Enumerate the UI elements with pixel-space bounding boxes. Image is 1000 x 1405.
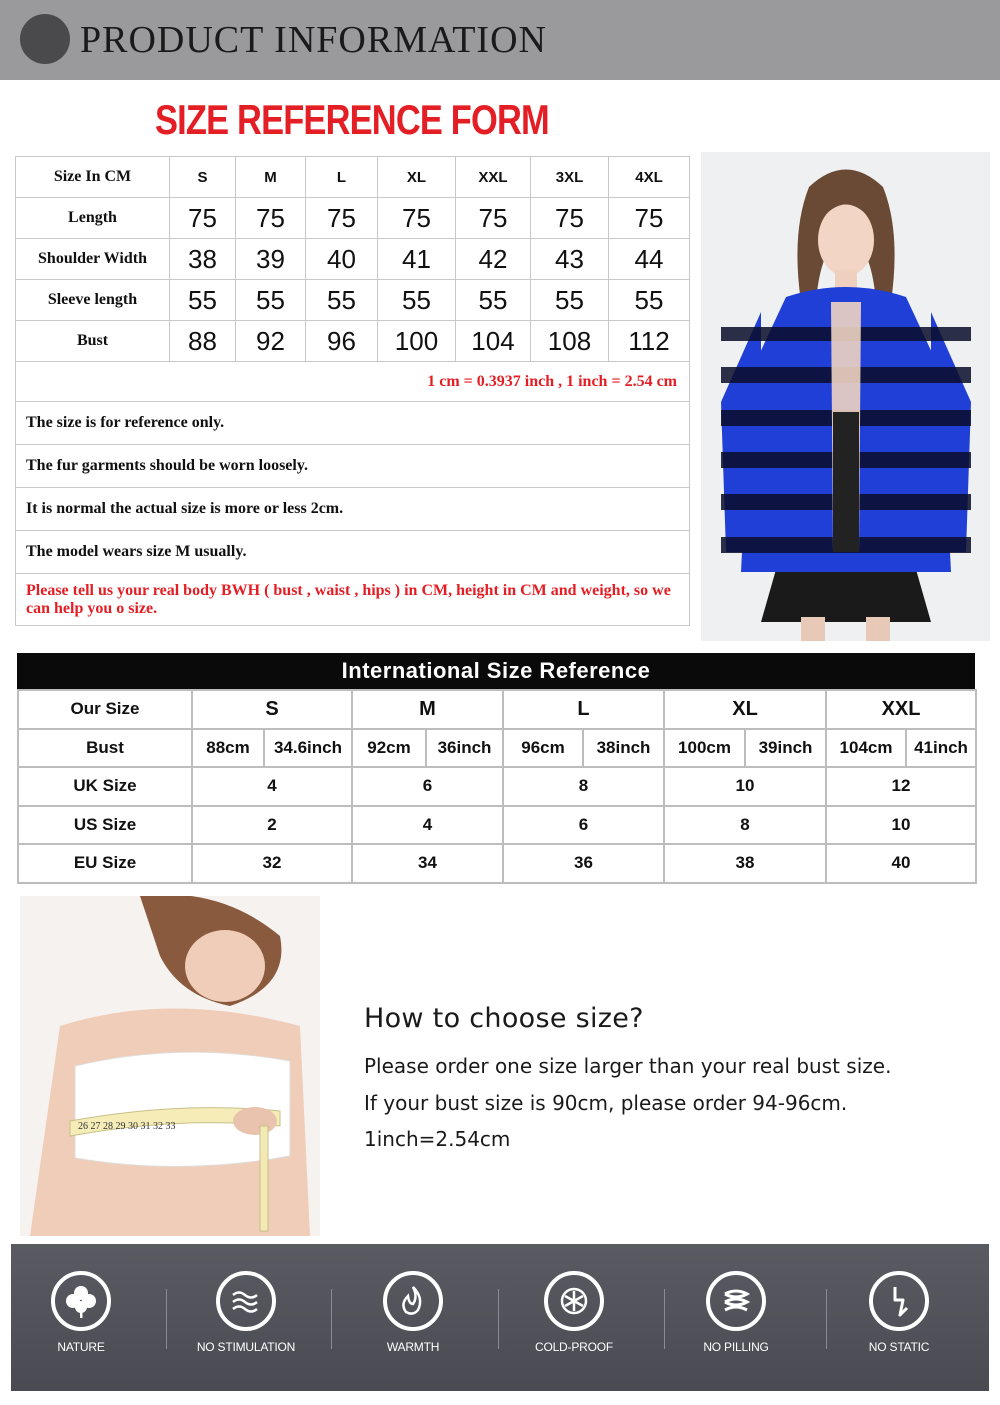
cell: 100 — [378, 321, 456, 362]
feature-bar — [11, 1244, 989, 1391]
note-text: It is normal the actual size is more or less 2cm. — [16, 488, 690, 531]
how-to-line: If your bust size is 90cm, please order 94-96cm. — [364, 1091, 848, 1115]
intl-size-header-row — [18, 690, 976, 729]
intl-size-title-bar — [17, 653, 975, 689]
cell: 34 — [352, 844, 503, 883]
size-header-row — [16, 157, 690, 198]
note-text: The size is for reference only. — [16, 402, 690, 445]
feature-cold-proof — [504, 1244, 644, 1391]
cell: 75 — [306, 198, 378, 239]
cell: 34.6inch — [264, 729, 352, 768]
cell: 75 — [378, 198, 456, 239]
cell: 41inch — [906, 729, 976, 768]
feature-label: NATURE — [57, 1340, 105, 1354]
model-photo — [701, 152, 990, 641]
feature-divider — [498, 1289, 499, 1349]
table-row — [16, 321, 690, 362]
cell: 6 — [352, 767, 503, 806]
cell: 75 — [456, 198, 531, 239]
cell: 38 — [170, 239, 236, 280]
measuring-photo — [20, 896, 320, 1236]
cell: 39 — [236, 239, 306, 280]
cell: 38inch — [583, 729, 664, 768]
feature-divider — [166, 1289, 167, 1349]
cell: 40 — [826, 844, 976, 883]
note-row — [16, 402, 690, 445]
clover-icon — [51, 1271, 111, 1331]
red-note-text: Please tell us your real body BWH ( bust , waist , hips ) in CM, height in CM and weight, so we can help you o size. — [16, 574, 690, 626]
size-col: S — [170, 157, 236, 198]
cell: 36inch — [426, 729, 503, 768]
size-col: 4XL — [609, 157, 690, 198]
cell: 55 — [456, 280, 531, 321]
cell: 55 — [170, 280, 236, 321]
row-label: UK Size — [18, 767, 192, 806]
cell: 92cm — [352, 729, 426, 768]
table-row — [16, 198, 690, 239]
size-col: XXL — [826, 690, 976, 729]
table-row — [18, 729, 976, 768]
feature-label: COLD-PROOF — [534, 1340, 613, 1354]
how-to-title: How to choose size? — [364, 1003, 644, 1034]
note-row — [16, 488, 690, 531]
feature-nature — [11, 1244, 151, 1391]
cell: 92 — [236, 321, 306, 362]
conversion-row — [16, 362, 690, 402]
cell: 55 — [306, 280, 378, 321]
cell: 75 — [531, 198, 609, 239]
cell: 75 — [609, 198, 690, 239]
tape-numbers: 26 27 28 29 30 31 32 33 — [78, 1121, 176, 1132]
conversion-note: 1 cm = 0.3937 inch , 1 inch = 2.54 cm — [16, 362, 690, 402]
cell: 42 — [456, 239, 531, 280]
cell: 104 — [456, 321, 531, 362]
cell: 55 — [609, 280, 690, 321]
waves-icon — [216, 1271, 276, 1331]
row-label: US Size — [18, 806, 192, 845]
cell: 88 — [170, 321, 236, 362]
size-col: M — [236, 157, 306, 198]
row-label: Sleeve length — [16, 280, 170, 321]
cell: 8 — [664, 806, 826, 845]
cell: 6 — [503, 806, 664, 845]
note-row — [16, 531, 690, 574]
cell: 10 — [664, 767, 826, 806]
table-row — [16, 239, 690, 280]
measuring-illustration — [20, 896, 320, 1236]
cell: 41 — [378, 239, 456, 280]
note-row — [16, 445, 690, 488]
how-to-line: 1inch=2.54cm — [364, 1127, 511, 1151]
size-col: XXL — [456, 157, 531, 198]
table-row — [16, 280, 690, 321]
cell: 10 — [826, 806, 976, 845]
size-col: M — [352, 690, 503, 729]
cell: 40 — [306, 239, 378, 280]
cell: 108 — [531, 321, 609, 362]
intl-size-table — [17, 689, 977, 884]
cell: 36 — [503, 844, 664, 883]
cell: 55 — [531, 280, 609, 321]
feature-no-stimulation — [176, 1244, 316, 1391]
table-row — [18, 844, 976, 883]
size-col: XL — [664, 690, 826, 729]
model-illustration — [701, 152, 990, 641]
cell: 8 — [503, 767, 664, 806]
cell: 75 — [170, 198, 236, 239]
size-header-label: Size In CM — [16, 157, 170, 198]
cell: 39inch — [745, 729, 826, 768]
size-reference-table — [15, 156, 690, 626]
cell: 4 — [192, 767, 352, 806]
header-dot-icon — [20, 14, 70, 64]
cell: 32 — [192, 844, 352, 883]
cell: 44 — [609, 239, 690, 280]
size-col: S — [192, 690, 352, 729]
cell: 2 — [192, 806, 352, 845]
size-col: 3XL — [531, 157, 609, 198]
feature-label: NO STATIC — [868, 1340, 930, 1354]
feature-divider — [331, 1289, 332, 1349]
intl-size-title: International Size Reference — [341, 658, 651, 683]
cell: 96 — [306, 321, 378, 362]
cell: 75 — [236, 198, 306, 239]
table-row — [18, 767, 976, 806]
cell: 112 — [609, 321, 690, 362]
cell: 96cm — [503, 729, 583, 768]
feature-no-static — [829, 1244, 969, 1391]
header-banner — [0, 0, 1000, 80]
note-text: The model wears size M usually. — [16, 531, 690, 574]
size-form-title: SIZE REFERENCE FORM — [155, 96, 549, 143]
row-label: Our Size — [18, 690, 192, 729]
snowflake-icon — [544, 1271, 604, 1331]
cell: 88cm — [192, 729, 264, 768]
page-title: PRODUCT INFORMATION — [80, 19, 547, 61]
feature-divider — [826, 1289, 827, 1349]
note-text: The fur garments should be worn loosely. — [16, 445, 690, 488]
feature-label: NO STIMULATION — [196, 1340, 296, 1354]
row-label: Bust — [16, 321, 170, 362]
size-col: L — [306, 157, 378, 198]
note-row-red — [16, 574, 690, 626]
cell: 55 — [236, 280, 306, 321]
lightning-icon — [869, 1271, 929, 1331]
flame-icon — [383, 1271, 443, 1331]
cell: 12 — [826, 767, 976, 806]
cell: 104cm — [826, 729, 906, 768]
coil-icon — [706, 1271, 766, 1331]
cell: 38 — [664, 844, 826, 883]
row-label: Shoulder Width — [16, 239, 170, 280]
size-col: L — [503, 690, 664, 729]
row-label: EU Size — [18, 844, 192, 883]
how-to-line: Please order one size larger than your real bust size. — [364, 1054, 892, 1078]
size-col: XL — [378, 157, 456, 198]
cell: 4 — [352, 806, 503, 845]
row-label: Bust — [18, 729, 192, 768]
cell: 43 — [531, 239, 609, 280]
feature-label: NO PILLING — [703, 1340, 769, 1354]
cell: 100cm — [664, 729, 745, 768]
feature-label: WARMTH — [386, 1340, 440, 1354]
feature-no-pilling — [666, 1244, 806, 1391]
feature-warmth — [343, 1244, 483, 1391]
feature-divider — [664, 1289, 665, 1349]
table-row — [18, 806, 976, 845]
row-label: Length — [16, 198, 170, 239]
cell: 55 — [378, 280, 456, 321]
